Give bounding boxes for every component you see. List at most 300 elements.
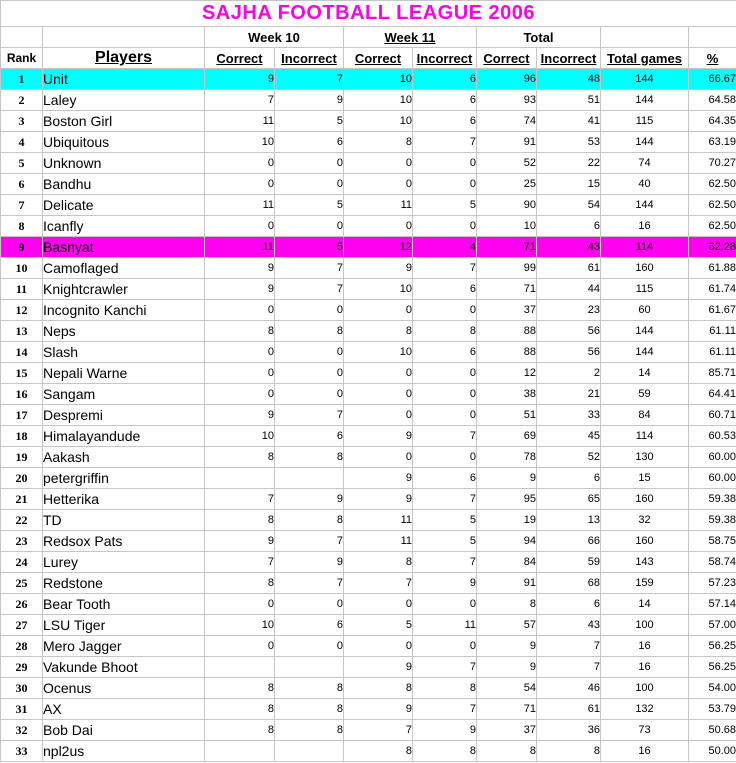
cell-total-correct: 90 bbox=[477, 195, 537, 216]
cell-player: Aakash bbox=[43, 447, 205, 468]
cell-player: Camoflaged bbox=[43, 258, 205, 279]
cell-week10-correct: 8 bbox=[205, 699, 275, 720]
cell-week10-correct: 0 bbox=[205, 216, 275, 237]
cell-total-correct: 74 bbox=[477, 111, 537, 132]
cell-total-incorrect: 41 bbox=[537, 111, 601, 132]
group-header-spacer-percent bbox=[689, 27, 736, 48]
table-row bbox=[1, 531, 736, 552]
cell-rank: 27 bbox=[1, 615, 43, 636]
cell-rank: 10 bbox=[1, 258, 43, 279]
cell-total-games: 32 bbox=[601, 510, 689, 531]
cell-total-games: 16 bbox=[601, 636, 689, 657]
cell-percent: 64.35 bbox=[689, 111, 736, 132]
cell-total-correct: 8 bbox=[477, 594, 537, 615]
cell-percent: 61.74 bbox=[689, 279, 736, 300]
cell-percent: 58.75 bbox=[689, 531, 736, 552]
cell-week11-incorrect: 6 bbox=[413, 279, 477, 300]
cell-total-correct: 51 bbox=[477, 405, 537, 426]
table-row bbox=[1, 615, 736, 636]
cell-week11-correct: 11 bbox=[344, 510, 413, 531]
cell-total-correct: 19 bbox=[477, 510, 537, 531]
cell-week10-correct bbox=[205, 468, 275, 489]
cell-percent: 59.38 bbox=[689, 510, 736, 531]
cell-week11-correct: 10 bbox=[344, 279, 413, 300]
cell-week11-correct: 0 bbox=[344, 300, 413, 321]
cell-player: Mero Jagger bbox=[43, 636, 205, 657]
cell-week10-correct: 8 bbox=[205, 321, 275, 342]
cell-percent: 60.71 bbox=[689, 405, 736, 426]
cell-week11-incorrect: 0 bbox=[413, 300, 477, 321]
table-row bbox=[1, 678, 736, 699]
cell-week11-correct: 11 bbox=[344, 195, 413, 216]
group-header-week10: Week 10 bbox=[205, 27, 344, 48]
table-row bbox=[1, 657, 736, 678]
cell-week10-incorrect: 7 bbox=[275, 258, 344, 279]
cell-player: Laley bbox=[43, 90, 205, 111]
cell-total-games: 130 bbox=[601, 447, 689, 468]
cell-percent: 64.41 bbox=[689, 384, 736, 405]
cell-rank: 3 bbox=[1, 111, 43, 132]
table-row bbox=[1, 636, 736, 657]
cell-week10-incorrect: 5 bbox=[275, 237, 344, 258]
cell-player: Boston Girl bbox=[43, 111, 205, 132]
cell-total-correct: 99 bbox=[477, 258, 537, 279]
cell-player: LSU Tiger bbox=[43, 615, 205, 636]
cell-total-incorrect: 21 bbox=[537, 384, 601, 405]
cell-week11-incorrect: 11 bbox=[413, 615, 477, 636]
cell-percent: 60.00 bbox=[689, 468, 736, 489]
cell-rank: 7 bbox=[1, 195, 43, 216]
cell-player: Ocenus bbox=[43, 678, 205, 699]
cell-total-games: 144 bbox=[601, 321, 689, 342]
cell-percent: 58.74 bbox=[689, 552, 736, 573]
cell-week11-correct: 9 bbox=[344, 489, 413, 510]
cell-week10-incorrect: 0 bbox=[275, 363, 344, 384]
cell-week11-incorrect: 8 bbox=[413, 678, 477, 699]
cell-player: Lurey bbox=[43, 552, 205, 573]
cell-week10-correct: 8 bbox=[205, 447, 275, 468]
cell-player: Himalayandude bbox=[43, 426, 205, 447]
cell-percent: 63.19 bbox=[689, 132, 736, 153]
cell-percent: 60.53 bbox=[689, 426, 736, 447]
cell-week11-correct: 7 bbox=[344, 573, 413, 594]
cell-total-incorrect: 65 bbox=[537, 489, 601, 510]
cell-player: Slash bbox=[43, 342, 205, 363]
column-header-week11-correct: Correct bbox=[344, 48, 413, 69]
cell-week10-correct: 9 bbox=[205, 258, 275, 279]
cell-percent: 70.27 bbox=[689, 153, 736, 174]
cell-total-incorrect: 54 bbox=[537, 195, 601, 216]
cell-percent: 61.11 bbox=[689, 342, 736, 363]
cell-week10-correct bbox=[205, 741, 275, 762]
cell-week11-correct: 0 bbox=[344, 636, 413, 657]
cell-player: Despremi bbox=[43, 405, 205, 426]
cell-week10-correct: 11 bbox=[205, 111, 275, 132]
cell-rank: 12 bbox=[1, 300, 43, 321]
cell-total-correct: 71 bbox=[477, 237, 537, 258]
cell-week11-correct: 0 bbox=[344, 405, 413, 426]
cell-total-incorrect: 6 bbox=[537, 594, 601, 615]
column-header-week10-incorrect: Incorrect bbox=[275, 48, 344, 69]
cell-total-games: 160 bbox=[601, 531, 689, 552]
cell-total-games: 132 bbox=[601, 699, 689, 720]
cell-rank: 5 bbox=[1, 153, 43, 174]
cell-total-games: 144 bbox=[601, 90, 689, 111]
cell-player: Icanfly bbox=[43, 216, 205, 237]
cell-week10-incorrect: 6 bbox=[275, 132, 344, 153]
table-row bbox=[1, 573, 736, 594]
column-header-row bbox=[1, 48, 736, 69]
cell-total-correct: 88 bbox=[477, 342, 537, 363]
cell-total-correct: 9 bbox=[477, 636, 537, 657]
cell-total-incorrect: 33 bbox=[537, 405, 601, 426]
cell-total-correct: 78 bbox=[477, 447, 537, 468]
cell-percent: 54.00 bbox=[689, 678, 736, 699]
cell-total-correct: 84 bbox=[477, 552, 537, 573]
cell-player: Redstone bbox=[43, 573, 205, 594]
column-header-rank: Rank bbox=[1, 48, 43, 69]
cell-week11-correct: 7 bbox=[344, 720, 413, 741]
cell-week10-correct: 11 bbox=[205, 237, 275, 258]
cell-total-incorrect: 51 bbox=[537, 90, 601, 111]
cell-week11-incorrect: 0 bbox=[413, 174, 477, 195]
cell-rank: 21 bbox=[1, 489, 43, 510]
cell-total-incorrect: 59 bbox=[537, 552, 601, 573]
cell-week11-incorrect: 5 bbox=[413, 195, 477, 216]
cell-total-correct: 8 bbox=[477, 741, 537, 762]
cell-total-games: 84 bbox=[601, 405, 689, 426]
cell-percent: 60.00 bbox=[689, 447, 736, 468]
table-row bbox=[1, 405, 736, 426]
cell-total-incorrect: 68 bbox=[537, 573, 601, 594]
cell-week11-incorrect: 9 bbox=[413, 573, 477, 594]
cell-week10-correct: 0 bbox=[205, 636, 275, 657]
cell-total-correct: 10 bbox=[477, 216, 537, 237]
cell-percent: 66.67 bbox=[689, 69, 736, 90]
cell-total-incorrect: 53 bbox=[537, 132, 601, 153]
table-row bbox=[1, 489, 736, 510]
cell-percent: 62.50 bbox=[689, 216, 736, 237]
cell-rank: 20 bbox=[1, 468, 43, 489]
cell-week10-incorrect: 0 bbox=[275, 174, 344, 195]
cell-rank: 22 bbox=[1, 510, 43, 531]
cell-percent: 64.58 bbox=[689, 90, 736, 111]
table-row bbox=[1, 342, 736, 363]
cell-week10-incorrect: 8 bbox=[275, 447, 344, 468]
cell-week10-correct: 7 bbox=[205, 90, 275, 111]
cell-total-correct: 91 bbox=[477, 132, 537, 153]
cell-week10-correct: 8 bbox=[205, 678, 275, 699]
cell-total-games: 159 bbox=[601, 573, 689, 594]
cell-week10-correct: 0 bbox=[205, 153, 275, 174]
cell-week10-correct: 10 bbox=[205, 615, 275, 636]
cell-week10-correct: 0 bbox=[205, 363, 275, 384]
cell-rank: 23 bbox=[1, 531, 43, 552]
cell-week10-incorrect: 0 bbox=[275, 216, 344, 237]
cell-percent: 53.79 bbox=[689, 699, 736, 720]
cell-week11-incorrect: 6 bbox=[413, 90, 477, 111]
cell-week11-correct: 0 bbox=[344, 216, 413, 237]
cell-week11-incorrect: 8 bbox=[413, 321, 477, 342]
cell-week11-correct: 0 bbox=[344, 153, 413, 174]
table-row bbox=[1, 699, 736, 720]
cell-rank: 19 bbox=[1, 447, 43, 468]
cell-total-incorrect: 6 bbox=[537, 216, 601, 237]
cell-week11-correct: 10 bbox=[344, 342, 413, 363]
cell-player: Bandhu bbox=[43, 174, 205, 195]
cell-total-incorrect: 36 bbox=[537, 720, 601, 741]
cell-percent: 56.25 bbox=[689, 636, 736, 657]
cell-week10-correct: 9 bbox=[205, 405, 275, 426]
cell-rank: 4 bbox=[1, 132, 43, 153]
cell-percent: 85.71 bbox=[689, 363, 736, 384]
cell-total-games: 160 bbox=[601, 258, 689, 279]
cell-week10-incorrect bbox=[275, 657, 344, 678]
cell-total-games: 144 bbox=[601, 69, 689, 90]
cell-week10-incorrect: 7 bbox=[275, 531, 344, 552]
cell-rank: 15 bbox=[1, 363, 43, 384]
cell-total-games: 74 bbox=[601, 153, 689, 174]
table-row bbox=[1, 90, 736, 111]
cell-total-incorrect: 61 bbox=[537, 699, 601, 720]
cell-rank: 30 bbox=[1, 678, 43, 699]
cell-week10-incorrect: 7 bbox=[275, 69, 344, 90]
cell-player: Bear Tooth bbox=[43, 594, 205, 615]
cell-rank: 25 bbox=[1, 573, 43, 594]
cell-week11-correct: 10 bbox=[344, 90, 413, 111]
cell-percent: 57.23 bbox=[689, 573, 736, 594]
cell-total-incorrect: 7 bbox=[537, 636, 601, 657]
cell-rank: 16 bbox=[1, 384, 43, 405]
cell-week10-incorrect: 9 bbox=[275, 489, 344, 510]
cell-week10-incorrect: 5 bbox=[275, 111, 344, 132]
cell-week10-incorrect: 5 bbox=[275, 195, 344, 216]
group-header-week11: Week 11 bbox=[344, 27, 477, 48]
table-row bbox=[1, 552, 736, 573]
cell-total-games: 14 bbox=[601, 594, 689, 615]
cell-rank: 2 bbox=[1, 90, 43, 111]
cell-week10-incorrect: 8 bbox=[275, 321, 344, 342]
cell-week11-incorrect: 7 bbox=[413, 132, 477, 153]
column-header-week10-correct: Correct bbox=[205, 48, 275, 69]
table-row bbox=[1, 279, 736, 300]
cell-week10-correct: 0 bbox=[205, 594, 275, 615]
cell-total-games: 16 bbox=[601, 216, 689, 237]
cell-rank: 32 bbox=[1, 720, 43, 741]
cell-total-games: 60 bbox=[601, 300, 689, 321]
cell-week11-correct: 0 bbox=[344, 447, 413, 468]
cell-total-correct: 9 bbox=[477, 468, 537, 489]
cell-week11-incorrect: 6 bbox=[413, 342, 477, 363]
group-header-spacer-rank bbox=[1, 27, 43, 48]
cell-total-games: 115 bbox=[601, 279, 689, 300]
cell-week11-incorrect: 0 bbox=[413, 405, 477, 426]
cell-percent: 59.38 bbox=[689, 489, 736, 510]
cell-week10-incorrect bbox=[275, 741, 344, 762]
cell-total-games: 16 bbox=[601, 657, 689, 678]
cell-week10-correct: 9 bbox=[205, 279, 275, 300]
cell-week11-incorrect: 7 bbox=[413, 552, 477, 573]
cell-total-games: 100 bbox=[601, 615, 689, 636]
table-row bbox=[1, 468, 736, 489]
cell-total-games: 143 bbox=[601, 552, 689, 573]
cell-week11-correct: 8 bbox=[344, 741, 413, 762]
cell-week11-incorrect: 6 bbox=[413, 468, 477, 489]
cell-week10-incorrect: 0 bbox=[275, 153, 344, 174]
table-row bbox=[1, 153, 736, 174]
cell-rank: 17 bbox=[1, 405, 43, 426]
cell-week11-incorrect: 9 bbox=[413, 720, 477, 741]
cell-player: Redsox Pats bbox=[43, 531, 205, 552]
cell-player: Basnyat bbox=[43, 237, 205, 258]
cell-total-games: 144 bbox=[601, 342, 689, 363]
cell-rank: 31 bbox=[1, 699, 43, 720]
cell-total-incorrect: 46 bbox=[537, 678, 601, 699]
cell-week10-incorrect: 8 bbox=[275, 678, 344, 699]
cell-total-incorrect: 43 bbox=[537, 237, 601, 258]
cell-week10-incorrect: 8 bbox=[275, 720, 344, 741]
cell-percent: 61.67 bbox=[689, 300, 736, 321]
cell-total-games: 160 bbox=[601, 489, 689, 510]
group-header-total: Total bbox=[477, 27, 601, 48]
cell-player: npl2us bbox=[43, 741, 205, 762]
column-header-week11-incorrect: Incorrect bbox=[413, 48, 477, 69]
cell-total-correct: 9 bbox=[477, 657, 537, 678]
cell-total-incorrect: 22 bbox=[537, 153, 601, 174]
cell-rank: 6 bbox=[1, 174, 43, 195]
cell-rank: 26 bbox=[1, 594, 43, 615]
cell-week11-incorrect: 0 bbox=[413, 594, 477, 615]
table-row bbox=[1, 447, 736, 468]
cell-week11-incorrect: 8 bbox=[413, 741, 477, 762]
cell-total-games: 59 bbox=[601, 384, 689, 405]
column-header-total-games: Total games bbox=[601, 48, 689, 69]
cell-rank: 33 bbox=[1, 741, 43, 762]
cell-week11-correct: 8 bbox=[344, 678, 413, 699]
cell-percent: 61.88 bbox=[689, 258, 736, 279]
cell-week10-incorrect: 0 bbox=[275, 636, 344, 657]
cell-week10-correct: 0 bbox=[205, 342, 275, 363]
cell-week10-incorrect: 9 bbox=[275, 90, 344, 111]
cell-player: Nepali Warne bbox=[43, 363, 205, 384]
column-header-percent: % bbox=[689, 48, 736, 69]
cell-total-incorrect: 45 bbox=[537, 426, 601, 447]
table-row bbox=[1, 132, 736, 153]
group-header-spacer-players bbox=[43, 27, 205, 48]
cell-week11-incorrect: 0 bbox=[413, 384, 477, 405]
cell-week11-correct: 12 bbox=[344, 237, 413, 258]
table-body bbox=[1, 69, 736, 762]
table-row bbox=[1, 363, 736, 384]
cell-total-incorrect: 7 bbox=[537, 657, 601, 678]
cell-week11-incorrect: 0 bbox=[413, 363, 477, 384]
cell-total-correct: 94 bbox=[477, 531, 537, 552]
cell-week11-correct: 9 bbox=[344, 657, 413, 678]
cell-week11-correct: 11 bbox=[344, 531, 413, 552]
cell-total-games: 15 bbox=[601, 468, 689, 489]
cell-percent: 57.14 bbox=[689, 594, 736, 615]
cell-total-incorrect: 8 bbox=[537, 741, 601, 762]
cell-total-incorrect: 23 bbox=[537, 300, 601, 321]
cell-week10-correct: 11 bbox=[205, 195, 275, 216]
table-row bbox=[1, 258, 736, 279]
group-header-spacer-total-games bbox=[601, 27, 689, 48]
cell-player: Unknown bbox=[43, 153, 205, 174]
cell-week10-correct: 0 bbox=[205, 174, 275, 195]
cell-week10-incorrect: 7 bbox=[275, 405, 344, 426]
cell-week11-correct: 9 bbox=[344, 699, 413, 720]
cell-total-correct: 88 bbox=[477, 321, 537, 342]
cell-rank: 13 bbox=[1, 321, 43, 342]
cell-week10-correct: 0 bbox=[205, 384, 275, 405]
cell-week11-incorrect: 7 bbox=[413, 489, 477, 510]
cell-week10-correct: 7 bbox=[205, 552, 275, 573]
cell-week11-incorrect: 0 bbox=[413, 447, 477, 468]
cell-percent: 62.50 bbox=[689, 195, 736, 216]
cell-week10-correct bbox=[205, 657, 275, 678]
cell-player: Sangam bbox=[43, 384, 205, 405]
table-row bbox=[1, 69, 736, 90]
column-header-total-incorrect: Incorrect bbox=[537, 48, 601, 69]
cell-rank: 14 bbox=[1, 342, 43, 363]
cell-total-correct: 57 bbox=[477, 615, 537, 636]
table-row bbox=[1, 195, 736, 216]
cell-week10-incorrect: 6 bbox=[275, 615, 344, 636]
table-row bbox=[1, 510, 736, 531]
table-row bbox=[1, 174, 736, 195]
cell-player: Ubiquitous bbox=[43, 132, 205, 153]
cell-week10-incorrect: 0 bbox=[275, 300, 344, 321]
cell-player: Unit bbox=[43, 69, 205, 90]
cell-week10-incorrect: 0 bbox=[275, 342, 344, 363]
cell-week11-incorrect: 7 bbox=[413, 426, 477, 447]
cell-total-incorrect: 48 bbox=[537, 69, 601, 90]
cell-rank: 29 bbox=[1, 657, 43, 678]
cell-player: petergriffin bbox=[43, 468, 205, 489]
group-header-row bbox=[1, 27, 736, 48]
cell-total-games: 115 bbox=[601, 111, 689, 132]
cell-week11-correct: 9 bbox=[344, 426, 413, 447]
cell-week11-incorrect: 5 bbox=[413, 531, 477, 552]
cell-week11-correct: 10 bbox=[344, 69, 413, 90]
cell-total-correct: 37 bbox=[477, 300, 537, 321]
cell-total-correct: 95 bbox=[477, 489, 537, 510]
cell-total-games: 144 bbox=[601, 132, 689, 153]
cell-total-incorrect: 56 bbox=[537, 321, 601, 342]
cell-percent: 50.00 bbox=[689, 741, 736, 762]
cell-percent: 62.50 bbox=[689, 174, 736, 195]
table-row bbox=[1, 111, 736, 132]
cell-total-games: 114 bbox=[601, 237, 689, 258]
table-row bbox=[1, 594, 736, 615]
cell-player: AX bbox=[43, 699, 205, 720]
cell-total-incorrect: 66 bbox=[537, 531, 601, 552]
cell-week11-correct: 8 bbox=[344, 132, 413, 153]
cell-week10-correct: 9 bbox=[205, 69, 275, 90]
cell-week10-correct: 9 bbox=[205, 531, 275, 552]
table-row bbox=[1, 720, 736, 741]
cell-week11-correct: 0 bbox=[344, 594, 413, 615]
title-row bbox=[1, 1, 736, 27]
column-header-players: Players bbox=[43, 48, 205, 69]
cell-week11-correct: 5 bbox=[344, 615, 413, 636]
table-row bbox=[1, 321, 736, 342]
cell-player: Incognito Kanchi bbox=[43, 300, 205, 321]
cell-total-games: 14 bbox=[601, 363, 689, 384]
cell-week11-incorrect: 0 bbox=[413, 636, 477, 657]
cell-week10-incorrect: 6 bbox=[275, 426, 344, 447]
cell-week10-incorrect: 8 bbox=[275, 699, 344, 720]
